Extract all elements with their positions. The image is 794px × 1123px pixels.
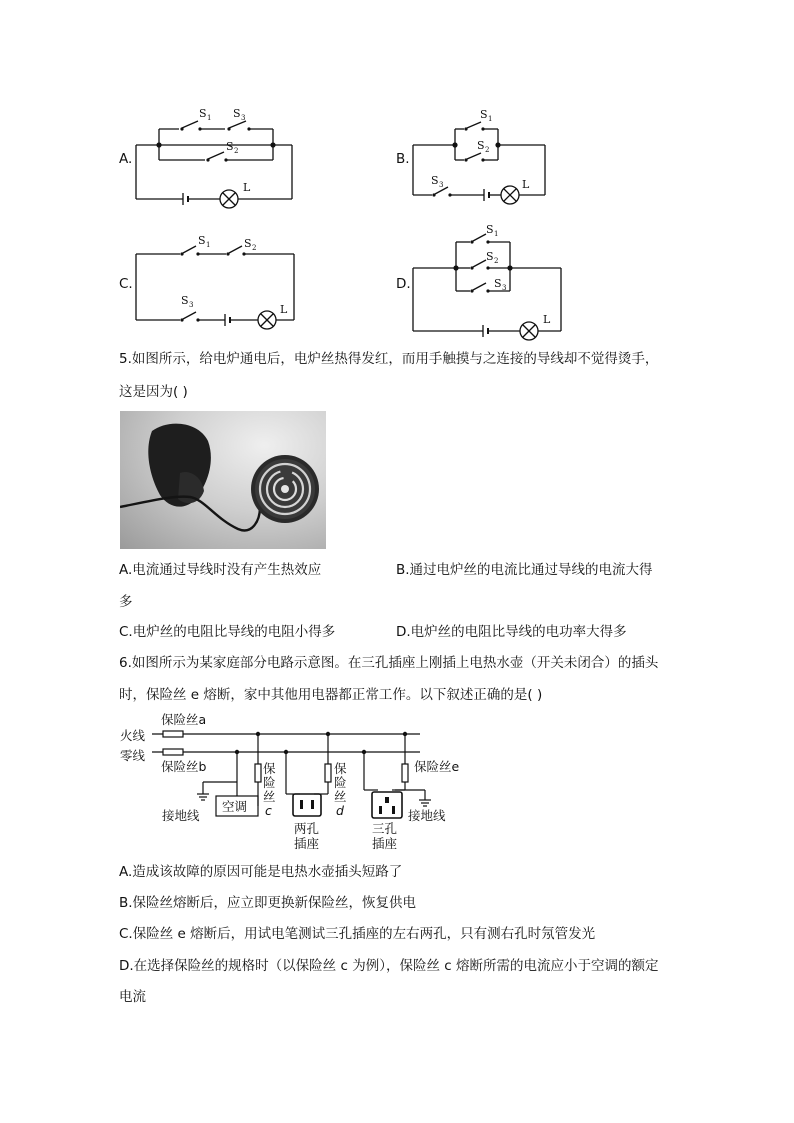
switch-s3-subscript: 3 bbox=[439, 181, 444, 189]
fuse-a-label: 保险丝a bbox=[161, 712, 207, 727]
switch-s1-label: S bbox=[480, 108, 488, 121]
live-wire-label: 火线 bbox=[120, 728, 146, 743]
q6-option-a: A.造成该故障的原因可能是电热水壶插头短路了 bbox=[119, 864, 403, 880]
q6-stem-line1: 6.如图所示为某家庭部分电路示意图。在三孔插座上刚插上电热水壶（开关未闭合）的插头 bbox=[119, 655, 659, 671]
switch-s3-label: S bbox=[233, 107, 241, 120]
q5-option-d: D.电炉丝的电阻比导线的电功率大得多 bbox=[396, 624, 627, 640]
switch-s3-label: S bbox=[431, 174, 439, 187]
lamp-label: L bbox=[543, 313, 551, 326]
fuse-d-char-1: 保 bbox=[334, 761, 347, 776]
option-d-label: D. bbox=[396, 276, 411, 292]
switch-s1-subscript: 1 bbox=[207, 114, 212, 122]
option-a-label: A. bbox=[119, 151, 133, 167]
q5-option-c: C.电炉丝的电阻比导线的电阻小得多 bbox=[119, 624, 336, 640]
switch-s1-label: S bbox=[199, 107, 207, 120]
fuse-c-char-1: 保 bbox=[263, 761, 276, 776]
switch-s1-subscript: 1 bbox=[494, 230, 499, 238]
switch-s2-subscript: 2 bbox=[485, 146, 490, 154]
fuse-c-char-3: 丝 bbox=[263, 789, 276, 804]
switch-s1-subscript: 1 bbox=[206, 241, 211, 249]
lamp-label: L bbox=[522, 178, 530, 191]
q6-option-b: B.保险丝熔断后，应立即更换新保险丝，恢复供电 bbox=[119, 895, 417, 911]
neutral-wire-label: 零线 bbox=[120, 748, 146, 763]
two-hole-socket-label-2: 插座 bbox=[294, 836, 320, 851]
switch-s2-label: S bbox=[244, 237, 252, 250]
fuse-d-char-4: d bbox=[336, 803, 344, 818]
ground-wire-left-label: 接地线 bbox=[162, 808, 200, 823]
option-c-label: C. bbox=[119, 276, 133, 292]
three-hole-socket-label-2: 插座 bbox=[372, 836, 398, 851]
switch-s2-subscript: 2 bbox=[494, 257, 499, 265]
switch-s1-label: S bbox=[486, 223, 494, 236]
q5-stem-line1: 5.如图所示，给电炉通电后，电炉丝热得发红，而用手触摸与之连接的导线却不觉得烫手， bbox=[119, 351, 659, 367]
lamp-label: L bbox=[280, 303, 288, 316]
switch-s3-label: S bbox=[494, 277, 502, 290]
fuse-b-label: 保险丝b bbox=[161, 759, 207, 774]
switch-s3-subscript: 3 bbox=[241, 114, 246, 122]
switch-s2-label: S bbox=[486, 250, 494, 263]
three-hole-socket-label-1: 三孔 bbox=[372, 821, 398, 836]
switch-s1-subscript: 1 bbox=[488, 115, 493, 123]
switch-s2-subscript: 2 bbox=[252, 244, 257, 252]
switch-s3-subscript: 3 bbox=[502, 284, 507, 292]
lamp-label: L bbox=[243, 181, 251, 194]
fuse-c-char-2: 险 bbox=[263, 775, 276, 790]
q5-stem-line2: 这是因为( ) bbox=[119, 384, 188, 400]
q5-option-a: A.电流通过导线时没有产生热效应 bbox=[119, 562, 322, 578]
switch-s3-subscript: 3 bbox=[189, 301, 194, 309]
q5-option-b-line2: 多 bbox=[119, 594, 133, 610]
q6-option-d-line1: D.在选择保险丝的规格时（以保险丝 c 为例），保险丝 c 熔断所需的电流应小于空调的额定 bbox=[119, 958, 659, 974]
fuse-c-char-4: c bbox=[265, 803, 272, 818]
q5-option-b-line1: B.通过电炉丝的电流比通过导线的电流大得 bbox=[396, 562, 653, 578]
switch-s2-label: S bbox=[226, 140, 234, 153]
fuse-d-char-2: 险 bbox=[334, 775, 347, 790]
air-conditioner-label: 空调 bbox=[222, 799, 248, 814]
option-b-label: B. bbox=[396, 151, 410, 167]
q6-stem-line2: 时，保险丝 e 熔断，家中其他用电器都正常工作。以下叙述正确的是( ) bbox=[119, 687, 543, 703]
ground-wire-right-label: 接地线 bbox=[408, 808, 446, 823]
switch-s2-label: S bbox=[477, 139, 485, 152]
switch-s3-label: S bbox=[181, 294, 189, 307]
q6-option-d-line2: 电流 bbox=[119, 989, 146, 1005]
electric-stove-photo bbox=[120, 411, 326, 549]
fuse-d-char-3: 丝 bbox=[334, 789, 347, 804]
switch-s1-label: S bbox=[198, 234, 206, 247]
q6-option-c: C.保险丝 e 熔断后，用试电笔测试三孔插座的左右两孔，只有测右孔时氖管发光 bbox=[119, 926, 596, 942]
switch-s2-subscript: 2 bbox=[234, 147, 239, 155]
fuse-e-label: 保险丝e bbox=[414, 759, 460, 774]
two-hole-socket-label-1: 两孔 bbox=[294, 821, 320, 836]
